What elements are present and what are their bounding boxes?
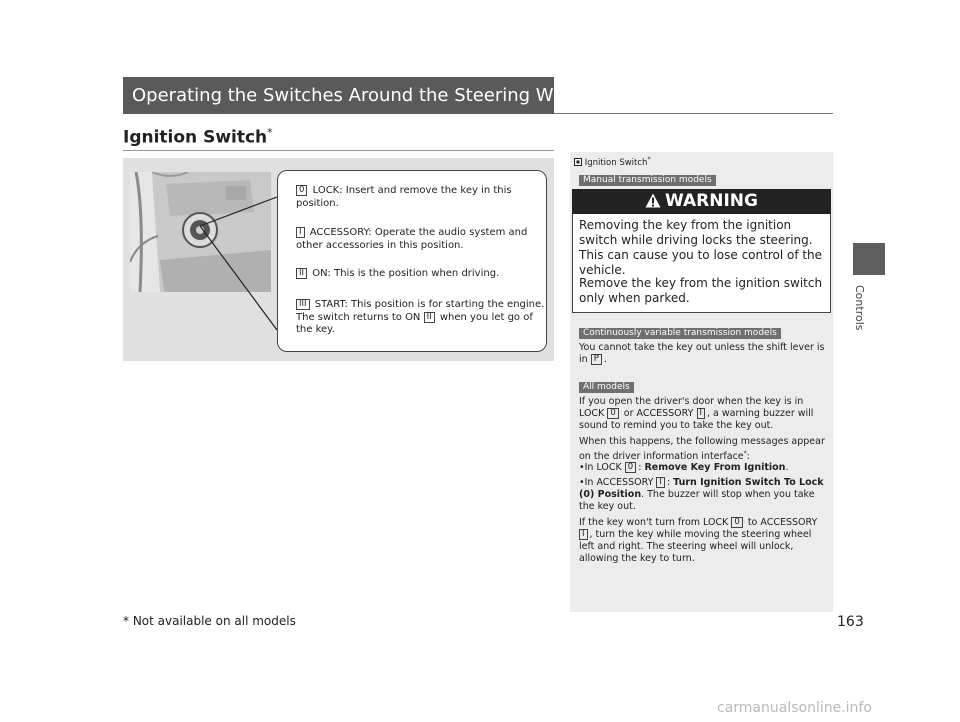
note-icon xyxy=(574,158,582,166)
position-start-text-b: when you let go of the key. xyxy=(296,311,533,335)
cvt-note xyxy=(579,342,827,366)
tag-cvt: Continuously variable transmission models xyxy=(579,328,781,339)
bullet1-message: Remove Key From Ignition xyxy=(644,462,786,473)
watermark: carmanualsonline.info xyxy=(717,700,872,716)
key-position-III: III xyxy=(296,299,310,310)
bullet1-text-c: . xyxy=(785,462,789,473)
position-start-text-a: START: This position is for starting the engine. The switch returns to ON xyxy=(296,299,545,323)
warning-text-1: Removing the key from the ignition switch while driving locks the steering. This can cause you to lose control of the vehicle. xyxy=(579,218,823,277)
all-note3-key-I: I xyxy=(579,529,588,540)
footnote: * Not available on all models xyxy=(123,614,296,628)
bullet-dot: • xyxy=(579,462,585,473)
chapter-banner: Operating the Switches Around the Steering Wheel xyxy=(123,77,554,114)
tag-all-models: All models xyxy=(579,382,634,393)
page-number: 163 xyxy=(837,614,864,630)
warning-label: WARNING xyxy=(665,191,758,211)
all-models-note-1 xyxy=(579,396,827,432)
bullet2-text-c: . The buzzer will stop when you take the key out. xyxy=(579,489,815,512)
bullet-dot: • xyxy=(579,477,585,488)
key-position-P: P xyxy=(591,354,602,365)
all-note2-text-b: : xyxy=(746,451,750,463)
sidebar-heading-text: Ignition Switch xyxy=(584,157,648,168)
bullet2-text-b: : xyxy=(666,477,671,488)
position-start xyxy=(296,299,548,337)
bullet2-text-a: In ACCESSORY xyxy=(584,477,654,488)
all-note3-key-0: 0 xyxy=(731,517,742,528)
warning-triangle-icon xyxy=(645,193,661,208)
all-note3-text-b: to ACCESSORY xyxy=(747,517,818,528)
position-on xyxy=(296,268,548,281)
all-note1-text-b: or ACCESSORY xyxy=(623,408,694,419)
key-position-II: II xyxy=(296,268,307,279)
all-note3-text-a: If the key won't turn from LOCK xyxy=(579,517,729,528)
all-note1-key-I: I xyxy=(697,408,706,419)
position-lock-text: LOCK: Insert and remove the key in this position. xyxy=(296,185,512,209)
bullet1-text-b: : xyxy=(638,462,642,473)
bullet2-message: Turn Ignition Switch To Lock (0) Position xyxy=(579,477,824,500)
all-models-note-3 xyxy=(579,517,827,565)
position-accessory xyxy=(296,227,548,252)
all-note1-key-0: 0 xyxy=(607,408,618,419)
all-note2-text-a: When this happens, the following messages appear on the driver information interface xyxy=(579,436,825,463)
all-models-note-2 xyxy=(579,436,827,463)
cvt-note-text-b: . xyxy=(603,354,607,365)
all-note3-text-c: , turn the key while moving the steering wheel left and right. The steering wheel will unlock, allowing the key to turn. xyxy=(579,529,812,564)
bullet1-key-0: 0 xyxy=(625,462,636,473)
all-note1-text-c: , a warning buzzer will sound to remind you to take the key out. xyxy=(579,408,814,431)
sidebar-heading xyxy=(574,156,650,168)
section-title-asterisk: * xyxy=(267,126,273,139)
position-lock xyxy=(296,185,548,210)
sidebar-heading-asterisk: * xyxy=(647,156,651,163)
key-position-0: 0 xyxy=(296,185,307,196)
bullet1-text-a: In LOCK xyxy=(584,462,622,473)
all-note2-asterisk: * xyxy=(743,450,747,457)
key-position-II-inline: II xyxy=(424,312,435,323)
chapter-tab-label: Controls xyxy=(853,285,866,331)
tag-manual-transmission: Manual transmission models xyxy=(579,175,716,186)
warning-text-2: Remove the key from the ignition switch only when parked. xyxy=(579,276,823,305)
position-accessory-text: ACCESSORY: Operate the audio system and other accessories in this position. xyxy=(296,227,528,251)
message-bullet-lock xyxy=(579,462,827,474)
warning-header xyxy=(572,189,831,214)
position-on-text: ON: This is the position when driving. xyxy=(312,268,500,279)
section-title-text: Ignition Switch xyxy=(123,127,268,148)
all-note1-text-a: If you open the driver's door when the key is in LOCK xyxy=(579,396,804,419)
chapter-tab-marker[interactable] xyxy=(853,243,885,275)
key-position-I: I xyxy=(296,227,305,238)
cvt-note-text-a: You cannot take the key out unless the shift lever is in xyxy=(579,342,825,365)
message-bullet-accessory xyxy=(579,477,827,513)
bullet2-key-I: I xyxy=(656,477,665,488)
